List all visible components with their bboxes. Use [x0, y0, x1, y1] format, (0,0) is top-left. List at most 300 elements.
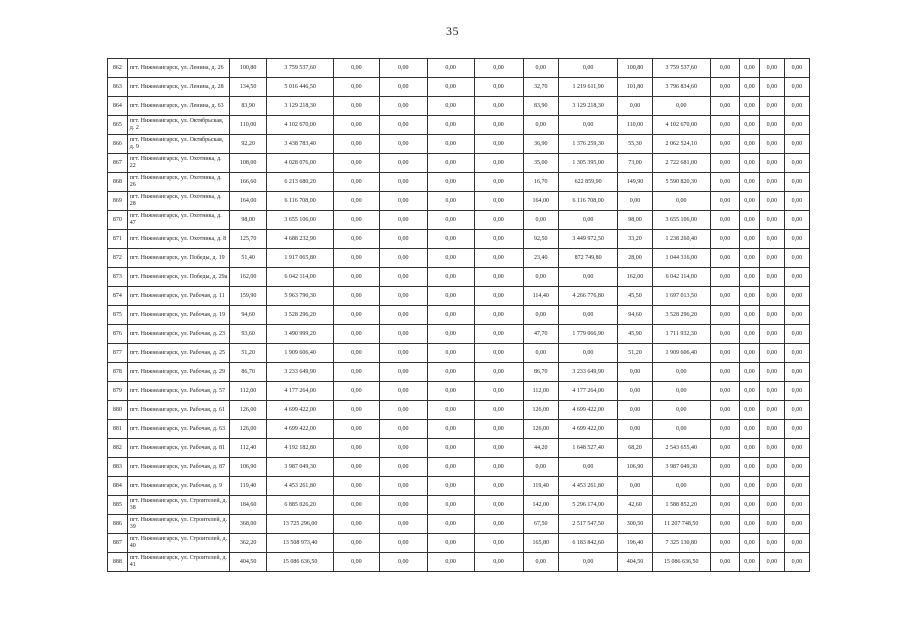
- value-cell: 126,00: [523, 401, 558, 420]
- value-cell: 0,00: [710, 325, 739, 344]
- address-cell: пгт. Нижнеангарск, ул. Ленина, д. 28: [127, 78, 229, 97]
- value-cell: 0,00: [740, 287, 760, 306]
- value-cell: 0,00: [759, 553, 784, 572]
- value-cell: 0,00: [427, 154, 474, 173]
- value-cell: 166,60: [229, 173, 266, 192]
- value-cell: 184,60: [229, 496, 266, 515]
- value-cell: 112,40: [229, 439, 266, 458]
- value-cell: 83,90: [523, 97, 558, 116]
- value-cell: 0,00: [618, 382, 652, 401]
- value-cell: 1 588 852,20: [652, 496, 710, 515]
- value-cell: 32,70: [523, 78, 558, 97]
- value-cell: 0,00: [618, 363, 652, 382]
- value-cell: 0,00: [740, 496, 760, 515]
- value-cell: 0,00: [379, 496, 427, 515]
- value-cell: 0,00: [710, 173, 739, 192]
- value-cell: 0,00: [784, 135, 809, 154]
- value-cell: 3 129 218,30: [558, 97, 617, 116]
- value-cell: 126,00: [229, 401, 266, 420]
- value-cell: 0,00: [474, 211, 523, 230]
- value-cell: 0,00: [379, 287, 427, 306]
- value-cell: 42,60: [618, 496, 652, 515]
- value-cell: 0,00: [784, 116, 809, 135]
- value-cell: 3 490 999,20: [267, 325, 334, 344]
- value-cell: 0,00: [427, 173, 474, 192]
- value-cell: 0,00: [759, 135, 784, 154]
- value-cell: 0,00: [474, 306, 523, 325]
- value-cell: 16,70: [523, 173, 558, 192]
- value-cell: 0,00: [474, 496, 523, 515]
- value-cell: 0,00: [740, 325, 760, 344]
- value-cell: 0,00: [333, 496, 379, 515]
- value-cell: 0,00: [474, 287, 523, 306]
- value-cell: 0,00: [740, 97, 760, 116]
- value-cell: 0,00: [710, 401, 739, 420]
- value-cell: 6 183 842,60: [558, 534, 617, 553]
- value-cell: 100,80: [229, 59, 266, 78]
- row-number-cell: 865: [108, 116, 128, 135]
- row-number-cell: 862: [108, 59, 128, 78]
- value-cell: 0,00: [740, 211, 760, 230]
- table-row: [108, 287, 810, 306]
- value-cell: 0,00: [333, 249, 379, 268]
- value-cell: 0,00: [427, 363, 474, 382]
- value-cell: 0,00: [784, 173, 809, 192]
- value-cell: 0,00: [740, 382, 760, 401]
- value-cell: 0,00: [759, 363, 784, 382]
- value-cell: 0,00: [379, 363, 427, 382]
- value-cell: 196,40: [618, 534, 652, 553]
- value-cell: 4 699 422,00: [558, 420, 617, 439]
- value-cell: 142,00: [523, 496, 558, 515]
- table-row: [108, 306, 810, 325]
- address-cell: пгт. Нижнеангарск, ул. Охотника, д. 47: [127, 211, 229, 230]
- value-cell: 125,70: [229, 230, 266, 249]
- value-cell: 0,00: [474, 192, 523, 211]
- value-cell: 0,00: [474, 78, 523, 97]
- value-cell: 0,00: [474, 363, 523, 382]
- value-cell: 362,20: [229, 534, 266, 553]
- value-cell: 0,00: [759, 439, 784, 458]
- value-cell: 0,00: [710, 268, 739, 287]
- value-cell: 0,00: [427, 515, 474, 534]
- row-number-cell: 887: [108, 534, 128, 553]
- value-cell: 1 238 260,40: [652, 230, 710, 249]
- row-number-cell: 885: [108, 496, 128, 515]
- table-row: [108, 249, 810, 268]
- value-cell: 0,00: [379, 211, 427, 230]
- value-cell: 67,50: [523, 515, 558, 534]
- value-cell: 0,00: [474, 382, 523, 401]
- value-cell: 0,00: [379, 154, 427, 173]
- value-cell: 1 711 932,30: [652, 325, 710, 344]
- table-row: [108, 192, 810, 211]
- value-cell: 0,00: [784, 59, 809, 78]
- value-cell: 0,00: [333, 515, 379, 534]
- value-cell: 0,00: [333, 268, 379, 287]
- value-cell: 0,00: [740, 553, 760, 572]
- value-cell: 0,00: [427, 458, 474, 477]
- value-cell: 94,60: [229, 306, 266, 325]
- value-cell: 0,00: [740, 230, 760, 249]
- value-cell: 0,00: [784, 458, 809, 477]
- value-cell: 0,00: [740, 154, 760, 173]
- value-cell: 0,00: [474, 401, 523, 420]
- value-cell: 98,00: [229, 211, 266, 230]
- value-cell: 0,00: [759, 382, 784, 401]
- row-number-cell: 864: [108, 97, 128, 116]
- value-cell: 6 116 708,00: [558, 192, 617, 211]
- value-cell: 3 438 783,40: [267, 135, 334, 154]
- value-cell: 0,00: [379, 173, 427, 192]
- address-cell: пгт. Нижнеангарск, ул. Ленина, д. 63: [127, 97, 229, 116]
- value-cell: 0,00: [784, 553, 809, 572]
- row-number-cell: 873: [108, 268, 128, 287]
- value-cell: 86,70: [229, 363, 266, 382]
- value-cell: 119,40: [229, 477, 266, 496]
- value-cell: 0,00: [523, 553, 558, 572]
- value-cell: 4 688 232,90: [267, 230, 334, 249]
- value-cell: 94,60: [618, 306, 652, 325]
- value-cell: 0,00: [333, 401, 379, 420]
- value-cell: 0,00: [740, 249, 760, 268]
- address-cell: пгт. Нижнеангарск, ул. Охотника, д. 8: [127, 230, 229, 249]
- address-cell: пгт. Нижнеангарск, ул. Охотника, д. 22: [127, 154, 229, 173]
- value-cell: 0,00: [427, 401, 474, 420]
- value-cell: 1 917 065,80: [267, 249, 334, 268]
- value-cell: 3 233 649,90: [558, 363, 617, 382]
- row-number-cell: 880: [108, 401, 128, 420]
- address-cell: пгт. Нижнеангарск, ул. Охотника, д. 28: [127, 192, 229, 211]
- value-cell: 0,00: [710, 249, 739, 268]
- value-cell: 51,20: [229, 344, 266, 363]
- value-cell: 4 453 261,80: [267, 477, 334, 496]
- value-cell: 3 528 296,20: [267, 306, 334, 325]
- value-cell: 0,00: [784, 420, 809, 439]
- value-cell: 368,00: [229, 515, 266, 534]
- value-cell: 0,00: [759, 230, 784, 249]
- address-cell: пгт. Нижнеангарск, ул. Рабочая, д. 81: [127, 439, 229, 458]
- value-cell: 0,00: [523, 344, 558, 363]
- value-cell: 0,00: [784, 154, 809, 173]
- value-cell: 126,00: [229, 420, 266, 439]
- value-cell: 0,00: [759, 458, 784, 477]
- value-cell: 6 213 680,20: [267, 173, 334, 192]
- value-cell: 1 376 259,30: [558, 135, 617, 154]
- table-row: [108, 363, 810, 382]
- value-cell: 4 102 670,00: [652, 116, 710, 135]
- value-cell: 0,00: [474, 458, 523, 477]
- table-row: [108, 97, 810, 116]
- value-cell: 0,00: [784, 230, 809, 249]
- table-row: [108, 477, 810, 496]
- value-cell: 0,00: [474, 344, 523, 363]
- value-cell: 0,00: [784, 78, 809, 97]
- value-cell: 0,00: [759, 344, 784, 363]
- value-cell: 0,00: [379, 515, 427, 534]
- value-cell: 0,00: [427, 249, 474, 268]
- table-row: [108, 496, 810, 515]
- value-cell: 106,90: [618, 458, 652, 477]
- table-row: [108, 458, 810, 477]
- value-cell: 0,00: [427, 135, 474, 154]
- value-cell: 0,00: [740, 78, 760, 97]
- value-cell: 15 086 636,50: [652, 553, 710, 572]
- value-cell: 0,00: [710, 306, 739, 325]
- value-cell: 35,00: [523, 154, 558, 173]
- row-number-cell: 883: [108, 458, 128, 477]
- value-cell: 0,00: [523, 268, 558, 287]
- row-number-cell: 876: [108, 325, 128, 344]
- row-number-cell: 867: [108, 154, 128, 173]
- value-cell: 0,00: [652, 477, 710, 496]
- table-row: [108, 325, 810, 344]
- value-cell: 6 042 114,00: [267, 268, 334, 287]
- value-cell: 0,00: [618, 97, 652, 116]
- value-cell: 0,00: [740, 458, 760, 477]
- value-cell: 0,00: [710, 496, 739, 515]
- value-cell: 51,20: [618, 344, 652, 363]
- value-cell: 0,00: [784, 268, 809, 287]
- address-cell: пгт. Нижнеангарск, ул. Строителей, д. 38: [127, 496, 229, 515]
- value-cell: 3 528 296,20: [652, 306, 710, 325]
- value-cell: 0,00: [740, 420, 760, 439]
- value-cell: 0,00: [379, 420, 427, 439]
- value-cell: 2 543 655,40: [652, 439, 710, 458]
- value-cell: 0,00: [759, 325, 784, 344]
- value-cell: 0,00: [474, 534, 523, 553]
- value-cell: 36,90: [523, 135, 558, 154]
- value-cell: 0,00: [333, 553, 379, 572]
- value-cell: 0,00: [740, 344, 760, 363]
- address-cell: пгт. Нижнеангарск, ул. Рабочая, д. 87: [127, 458, 229, 477]
- table-row: [108, 420, 810, 439]
- value-cell: 0,00: [474, 59, 523, 78]
- value-cell: 0,00: [740, 439, 760, 458]
- value-cell: 0,00: [427, 496, 474, 515]
- value-cell: 3 759 537,60: [652, 59, 710, 78]
- value-cell: 0,00: [784, 249, 809, 268]
- value-cell: 3 987 049,30: [652, 458, 710, 477]
- value-cell: 0,00: [740, 534, 760, 553]
- value-cell: 4 699 422,00: [558, 401, 617, 420]
- value-cell: 0,00: [710, 211, 739, 230]
- value-cell: 164,00: [229, 192, 266, 211]
- value-cell: 0,00: [710, 116, 739, 135]
- value-cell: 73,00: [618, 154, 652, 173]
- value-cell: 0,00: [759, 173, 784, 192]
- value-cell: 11 207 748,50: [652, 515, 710, 534]
- value-cell: 0,00: [558, 306, 617, 325]
- value-cell: 0,00: [333, 477, 379, 496]
- value-cell: 106,90: [229, 458, 266, 477]
- row-number-cell: 884: [108, 477, 128, 496]
- value-cell: 3 655 106,00: [267, 211, 334, 230]
- value-cell: 0,00: [618, 401, 652, 420]
- value-cell: 0,00: [474, 553, 523, 572]
- value-cell: 0,00: [427, 344, 474, 363]
- value-cell: 112,00: [229, 382, 266, 401]
- value-cell: 159,90: [229, 287, 266, 306]
- value-cell: 0,00: [379, 59, 427, 78]
- value-cell: 0,00: [652, 97, 710, 116]
- value-cell: 0,00: [710, 287, 739, 306]
- value-cell: 0,00: [427, 287, 474, 306]
- value-cell: 0,00: [784, 344, 809, 363]
- address-cell: пгт. Нижнеангарск, ул. Рабочая, д. 11: [127, 287, 229, 306]
- value-cell: 2 517 547,50: [558, 515, 617, 534]
- value-cell: 0,00: [710, 154, 739, 173]
- value-cell: 0,00: [710, 553, 739, 572]
- value-cell: 0,00: [740, 135, 760, 154]
- value-cell: 0,00: [710, 97, 739, 116]
- value-cell: 47,70: [523, 325, 558, 344]
- value-cell: 0,00: [740, 515, 760, 534]
- value-cell: 0,00: [333, 439, 379, 458]
- value-cell: 1 648 527,40: [558, 439, 617, 458]
- value-cell: 0,00: [710, 382, 739, 401]
- value-cell: 0,00: [427, 116, 474, 135]
- value-cell: 0,00: [784, 97, 809, 116]
- value-cell: 1 779 066,90: [558, 325, 617, 344]
- value-cell: 100,80: [618, 59, 652, 78]
- value-cell: 0,00: [333, 287, 379, 306]
- value-cell: 0,00: [379, 344, 427, 363]
- value-cell: 0,00: [427, 306, 474, 325]
- value-cell: 5 016 446,50: [267, 78, 334, 97]
- address-cell: пгт. Нижнеангарск, ул. Рабочая, д. 25: [127, 344, 229, 363]
- row-number-cell: 888: [108, 553, 128, 572]
- value-cell: 0,00: [427, 211, 474, 230]
- value-cell: 0,00: [427, 534, 474, 553]
- value-cell: 300,50: [618, 515, 652, 534]
- value-cell: 13 725 296,00: [267, 515, 334, 534]
- value-cell: 0,00: [710, 477, 739, 496]
- value-cell: 0,00: [333, 382, 379, 401]
- value-cell: 0,00: [333, 78, 379, 97]
- value-cell: 165,80: [523, 534, 558, 553]
- table-row: [108, 116, 810, 135]
- table-row: [108, 439, 810, 458]
- value-cell: 0,00: [759, 116, 784, 135]
- value-cell: 0,00: [652, 192, 710, 211]
- table-row: [108, 515, 810, 534]
- value-cell: 2 062 524,10: [652, 135, 710, 154]
- value-cell: 0,00: [759, 59, 784, 78]
- value-cell: 0,00: [759, 78, 784, 97]
- table-row: [108, 211, 810, 230]
- value-cell: 7 325 130,80: [652, 534, 710, 553]
- value-cell: 0,00: [333, 211, 379, 230]
- value-cell: 0,00: [474, 268, 523, 287]
- value-cell: 0,00: [740, 401, 760, 420]
- value-cell: 0,00: [427, 420, 474, 439]
- value-cell: 0,00: [523, 211, 558, 230]
- value-cell: 0,00: [759, 306, 784, 325]
- value-cell: 0,00: [333, 173, 379, 192]
- row-number-cell: 886: [108, 515, 128, 534]
- row-number-cell: 871: [108, 230, 128, 249]
- value-cell: 0,00: [474, 420, 523, 439]
- value-cell: 0,00: [759, 401, 784, 420]
- value-cell: 0,00: [427, 230, 474, 249]
- value-cell: 0,00: [379, 325, 427, 344]
- value-cell: 0,00: [427, 192, 474, 211]
- value-cell: 4 102 670,00: [267, 116, 334, 135]
- value-cell: 3 655 106,00: [652, 211, 710, 230]
- value-cell: 93,60: [229, 325, 266, 344]
- row-number-cell: 863: [108, 78, 128, 97]
- value-cell: 0,00: [379, 306, 427, 325]
- value-cell: 0,00: [333, 192, 379, 211]
- value-cell: 55,30: [618, 135, 652, 154]
- value-cell: 0,00: [710, 344, 739, 363]
- value-cell: 0,00: [379, 192, 427, 211]
- value-cell: 0,00: [379, 116, 427, 135]
- value-cell: 0,00: [474, 515, 523, 534]
- value-cell: 0,00: [474, 230, 523, 249]
- value-cell: 44,20: [523, 439, 558, 458]
- value-cell: 0,00: [784, 401, 809, 420]
- value-cell: 0,00: [333, 116, 379, 135]
- value-cell: 0,00: [523, 59, 558, 78]
- value-cell: 4 028 076,00: [267, 154, 334, 173]
- value-cell: 0,00: [333, 325, 379, 344]
- value-cell: 0,00: [474, 477, 523, 496]
- value-cell: 0,00: [784, 363, 809, 382]
- value-cell: 45,90: [618, 325, 652, 344]
- value-cell: 0,00: [427, 477, 474, 496]
- value-cell: 1 219 611,90: [558, 78, 617, 97]
- value-cell: 0,00: [710, 230, 739, 249]
- value-cell: 162,00: [229, 268, 266, 287]
- value-cell: 4 192 182,80: [267, 439, 334, 458]
- value-cell: 0,00: [618, 420, 652, 439]
- address-cell: пгт. Нижнеангарск, ул. Рабочая, д. 9: [127, 477, 229, 496]
- value-cell: 0,00: [652, 401, 710, 420]
- value-cell: 3 796 834,60: [652, 78, 710, 97]
- value-cell: 112,00: [523, 382, 558, 401]
- value-cell: 92,20: [229, 135, 266, 154]
- value-cell: 0,00: [784, 211, 809, 230]
- value-cell: 872 749,80: [558, 249, 617, 268]
- table-row: [108, 382, 810, 401]
- data-table: [107, 58, 810, 572]
- value-cell: 0,00: [740, 116, 760, 135]
- value-cell: 0,00: [710, 135, 739, 154]
- address-cell: пгт. Нижнеангарск, ул. Рабочая, д. 61: [127, 401, 229, 420]
- value-cell: 0,00: [379, 477, 427, 496]
- value-cell: 622 859,90: [558, 173, 617, 192]
- value-cell: 0,00: [710, 192, 739, 211]
- value-cell: 86,70: [523, 363, 558, 382]
- value-cell: 0,00: [652, 363, 710, 382]
- value-cell: 0,00: [710, 363, 739, 382]
- table-row: [108, 59, 810, 78]
- value-cell: 0,00: [379, 97, 427, 116]
- value-cell: 0,00: [474, 439, 523, 458]
- value-cell: 0,00: [333, 458, 379, 477]
- address-cell: пгт. Нижнеангарск, ул. Рабочая, д. 23: [127, 325, 229, 344]
- value-cell: 0,00: [333, 154, 379, 173]
- value-cell: 4 177 264,00: [267, 382, 334, 401]
- value-cell: 0,00: [379, 249, 427, 268]
- value-cell: 4 453 261,80: [558, 477, 617, 496]
- value-cell: 0,00: [333, 420, 379, 439]
- value-cell: 0,00: [523, 116, 558, 135]
- value-cell: 51,40: [229, 249, 266, 268]
- address-cell: пгт. Нижнеангарск, ул. Рабочая, д. 63: [127, 420, 229, 439]
